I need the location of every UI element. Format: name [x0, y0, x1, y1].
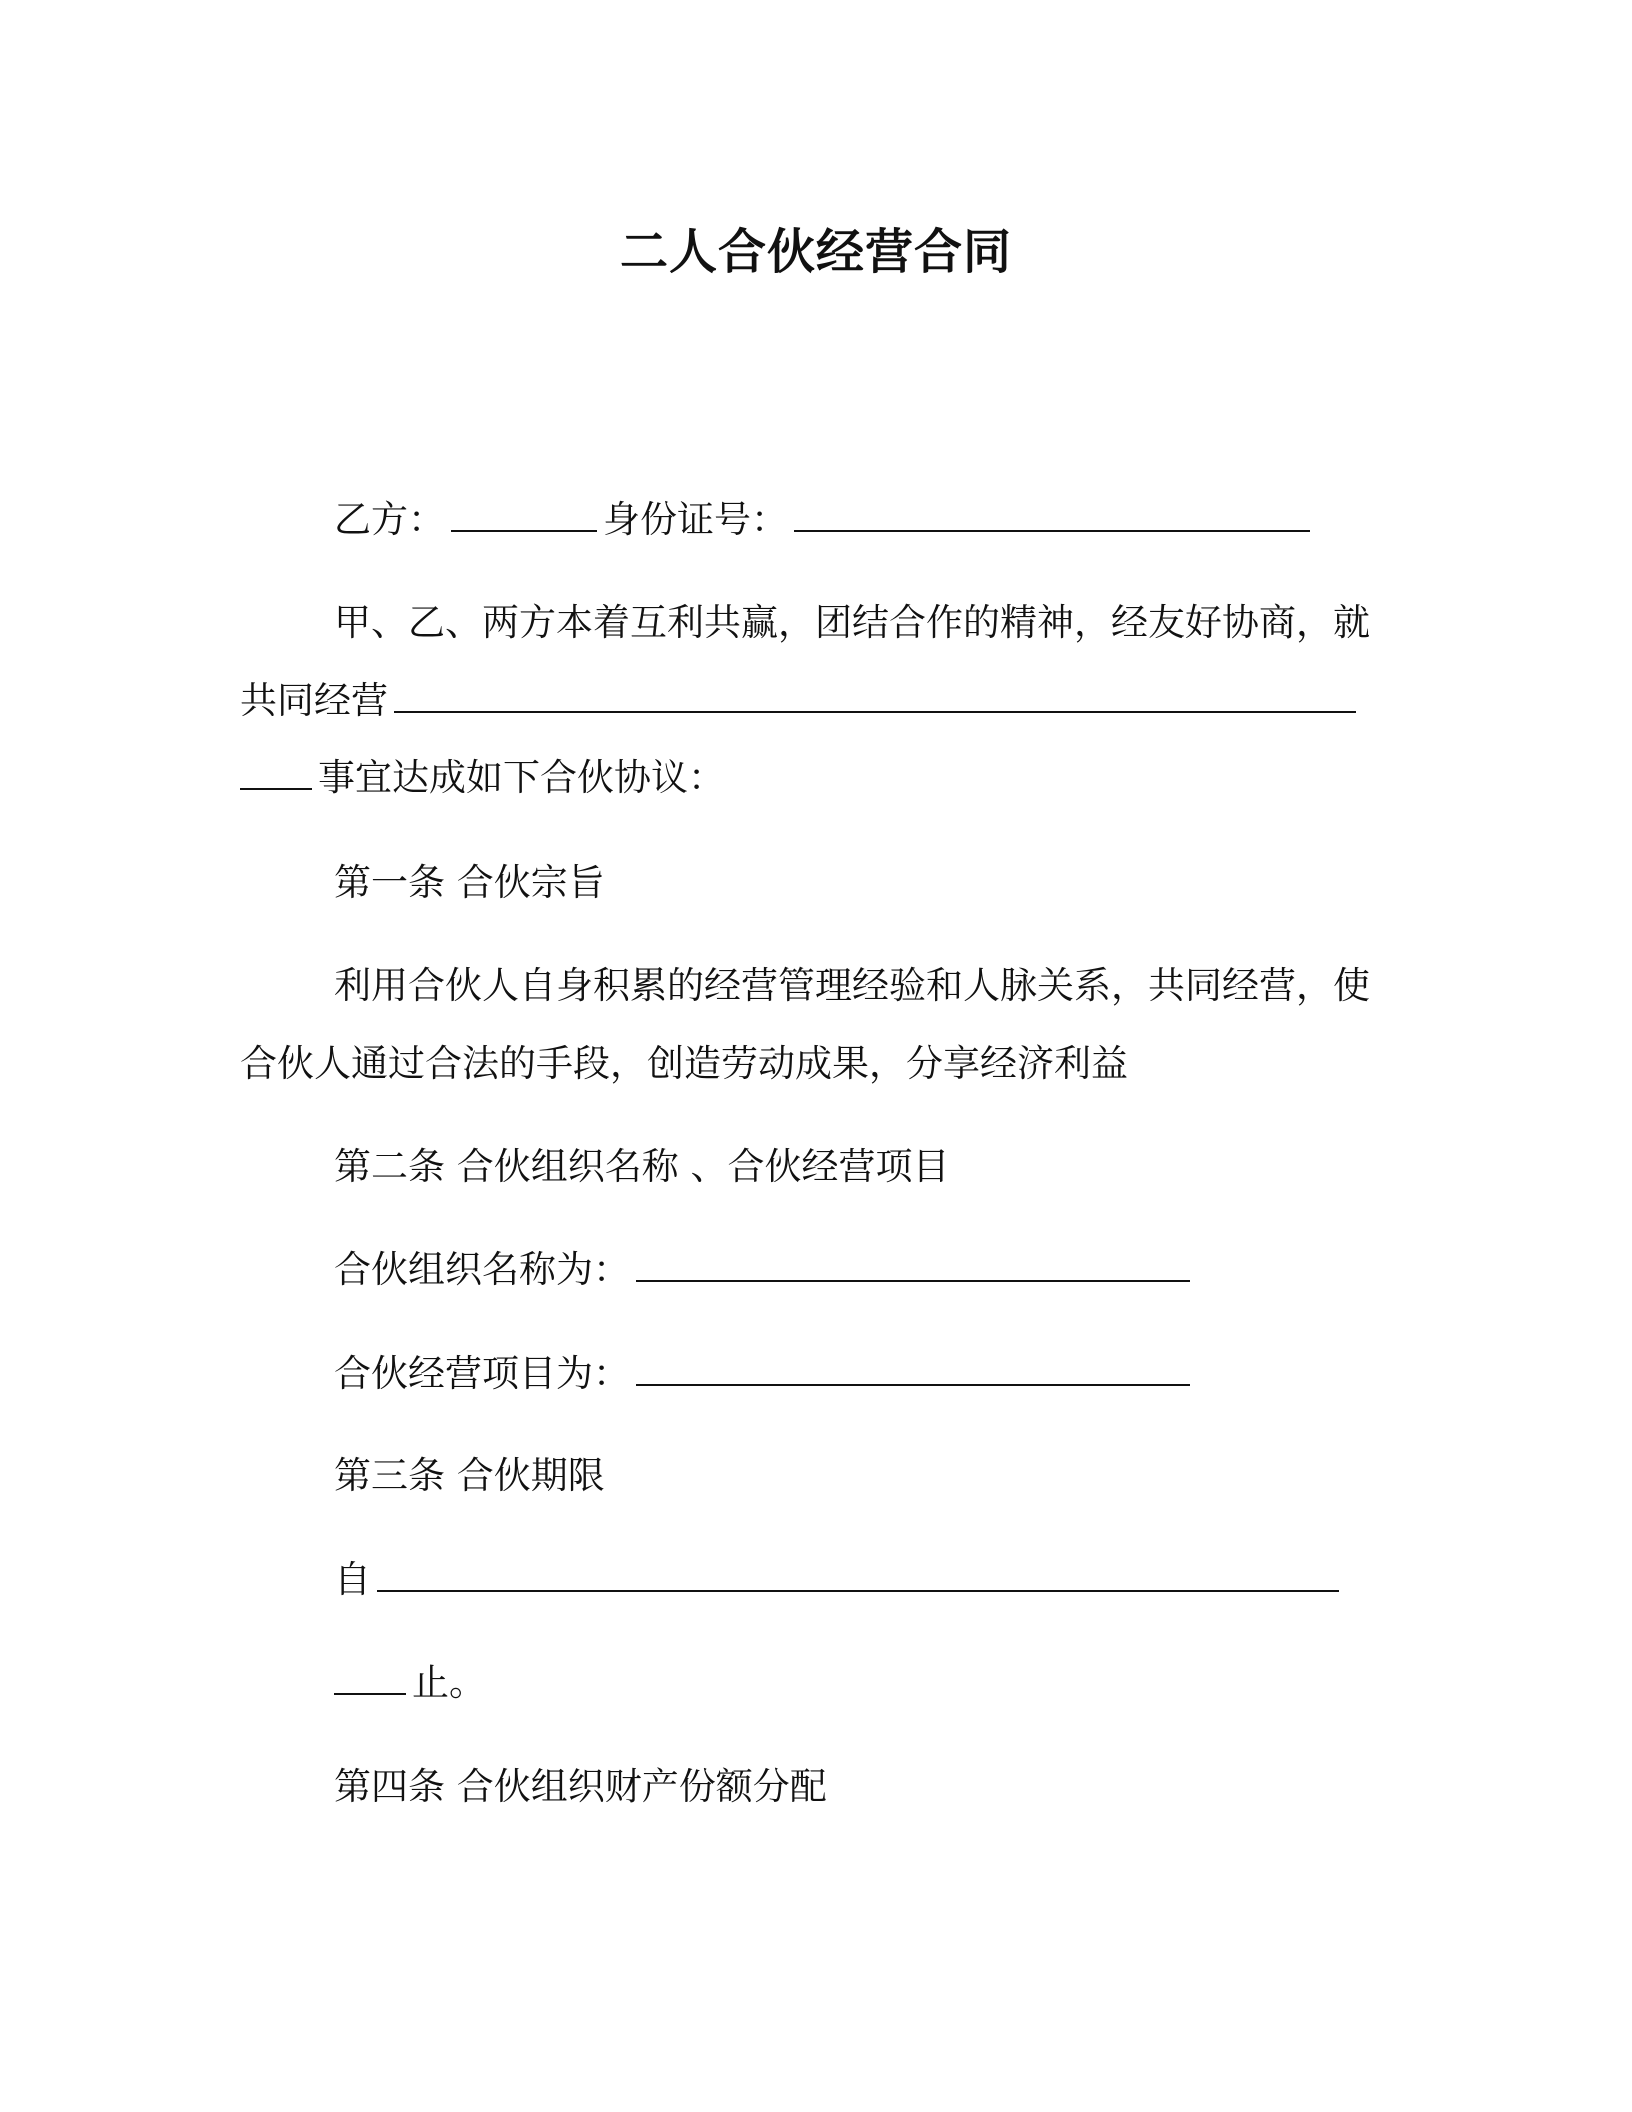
preamble-line-1: 甲、乙、两方本着互利共赢，团结合作的精神，经友好协商，就 — [334, 601, 1370, 644]
term-from-line — [334, 1555, 1341, 1605]
project-blank[interactable] — [636, 1350, 1190, 1386]
org-name-blank[interactable] — [636, 1246, 1190, 1282]
term-blank-continued[interactable] — [334, 1659, 406, 1695]
preamble-line-2 — [240, 676, 1358, 726]
party-b-label: 乙方： — [334, 498, 445, 541]
org-name-label: 合伙组织名称为： — [334, 1248, 630, 1291]
article-4-heading: 第四条 合伙组织财产份额分配 — [334, 1765, 827, 1808]
project-line — [334, 1349, 1192, 1399]
joint-operation-label: 共同经营 — [240, 679, 388, 722]
article-1-heading: 第一条 合伙宗旨 — [334, 861, 605, 904]
agreement-intro: 事宜达成如下合伙协议： — [318, 756, 725, 799]
project-label: 合伙经营项目为： — [334, 1352, 630, 1395]
article-2-heading: 第二条 合伙组织名称 、合伙经营项目 — [334, 1145, 950, 1188]
org-name-line — [334, 1245, 1192, 1295]
party-b-line — [334, 495, 1312, 545]
document-title: 二人合伙经营合同 — [619, 224, 1012, 280]
article-1-line-2: 合伙人通过合法的手段，创造劳动成果，分享经济利益 — [240, 1042, 1128, 1085]
joint-operation-blank[interactable] — [394, 677, 1356, 713]
term-blank[interactable] — [377, 1556, 1339, 1592]
term-until-label: 止。 — [412, 1661, 486, 1704]
term-from-label: 自 — [334, 1558, 371, 1601]
preamble-line-3 — [240, 753, 725, 803]
term-until-line — [334, 1658, 486, 1708]
party-b-name-blank[interactable] — [451, 496, 597, 532]
article-3-heading: 第三条 合伙期限 — [334, 1454, 605, 1497]
id-number-label: 身份证号： — [603, 498, 788, 541]
joint-operation-blank-continued[interactable] — [240, 754, 312, 790]
article-1-line-1: 利用合伙人自身积累的经营管理经验和人脉关系，共同经营，使 — [334, 964, 1370, 1007]
id-number-blank[interactable] — [794, 496, 1310, 532]
